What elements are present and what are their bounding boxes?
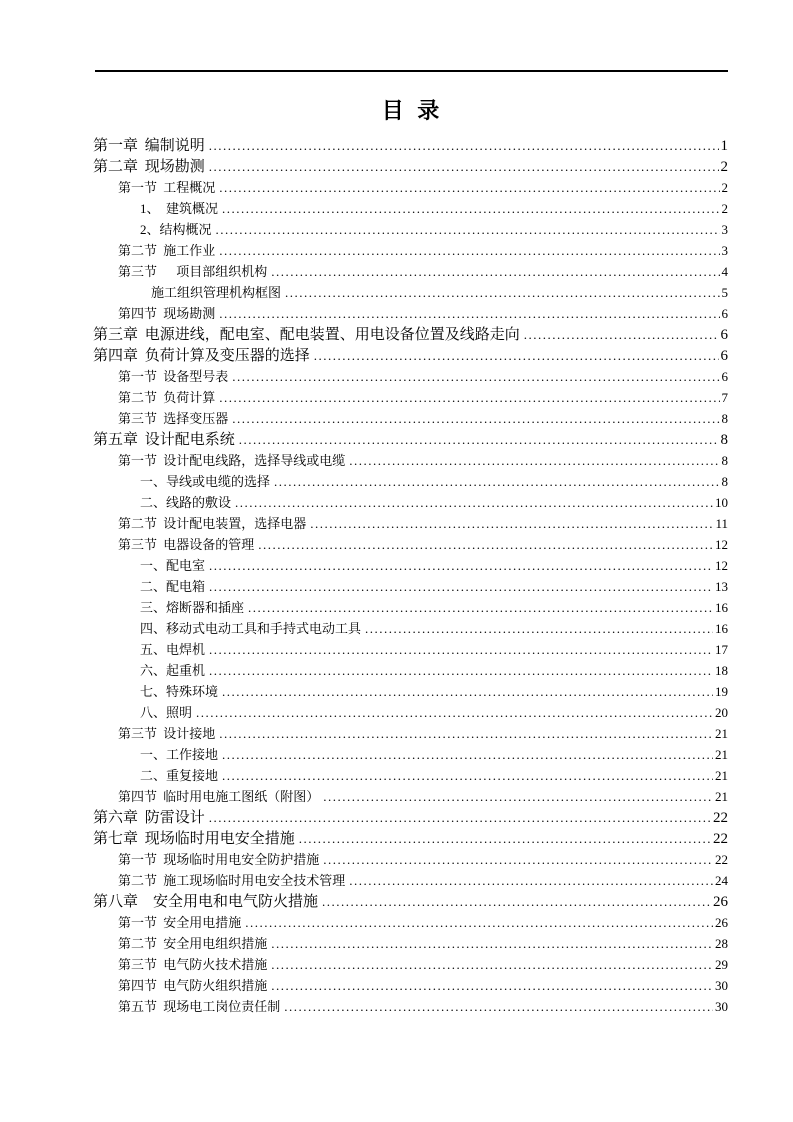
- toc-entry-title: 第一节 设备型号表: [118, 369, 229, 384]
- toc-entry-title: 第六章 防雷设计: [93, 810, 205, 826]
- toc-entry[interactable]: [93, 219, 728, 240]
- toc-entry[interactable]: [93, 240, 728, 261]
- toc-entry[interactable]: [93, 933, 728, 954]
- dot-leader: [271, 975, 713, 996]
- dot-leader: [349, 450, 719, 471]
- dot-leader: [209, 555, 713, 576]
- dot-leader: [219, 240, 719, 261]
- dot-leader: [196, 702, 713, 723]
- toc-entry-title: 施工组织管理机构框图: [151, 285, 282, 300]
- toc-entry-title: 五、电焊机: [140, 642, 206, 657]
- toc-entry[interactable]: [93, 261, 728, 282]
- toc-page-number: 21: [715, 768, 728, 783]
- toc-entry-title: 一、工作接地: [140, 747, 219, 762]
- dot-leader: [245, 912, 713, 933]
- toc-entry[interactable]: [93, 198, 728, 219]
- toc-entry[interactable]: [93, 324, 728, 345]
- toc-entry[interactable]: [93, 492, 728, 513]
- toc-entry[interactable]: [93, 534, 728, 555]
- toc-page-number: 22: [715, 852, 728, 867]
- toc-entry[interactable]: [93, 303, 728, 324]
- toc-entry[interactable]: [93, 387, 728, 408]
- toc-entry[interactable]: [93, 786, 728, 807]
- dot-leader: [524, 324, 719, 346]
- toc-entry-title: 二、重复接地: [140, 768, 219, 783]
- header-rule: [95, 70, 728, 72]
- dot-leader: [232, 408, 719, 429]
- dot-leader: [248, 597, 713, 618]
- dot-leader: [219, 723, 713, 744]
- toc-entry[interactable]: [93, 177, 728, 198]
- dot-leader: [271, 261, 719, 282]
- dot-leader: [310, 513, 713, 534]
- toc-entry-title: 第五章 设计配电系统: [93, 432, 235, 448]
- toc-entry-title: 第二章 现场勘测: [93, 159, 205, 175]
- toc-list: [93, 135, 728, 1017]
- toc-entry[interactable]: [93, 639, 728, 660]
- toc-page-number: 29: [715, 957, 728, 972]
- toc-page-number: 30: [715, 978, 728, 993]
- toc-entry-title: 三、熔断器和插座: [140, 600, 245, 615]
- toc-entry[interactable]: [93, 513, 728, 534]
- toc-page-number: 6: [720, 327, 728, 343]
- toc-entry-title: 一、配电室: [140, 558, 206, 573]
- toc-entry[interactable]: [93, 366, 728, 387]
- toc-page-number: 17: [715, 642, 728, 657]
- dot-leader: [222, 681, 713, 702]
- dot-leader: [222, 765, 713, 786]
- dot-leader: [314, 345, 719, 367]
- toc-entry-title: 第二节 施工作业: [118, 243, 216, 258]
- toc-entry[interactable]: [93, 282, 728, 303]
- toc-entry-title: 第二节 安全用电组织措施: [118, 936, 268, 951]
- dot-leader: [219, 177, 719, 198]
- toc-entry-title: 第三章 电源进线，配电室、配电装置、用电设备位置及线路走向: [93, 327, 520, 343]
- toc-entry[interactable]: [93, 744, 728, 765]
- toc-entry-title: 第一节 安全用电措施: [118, 915, 242, 930]
- dot-leader: [232, 366, 719, 387]
- toc-page-number: 19: [715, 684, 728, 699]
- dot-leader: [349, 870, 713, 891]
- dot-leader: [209, 639, 713, 660]
- toc-page-number: 26: [715, 915, 728, 930]
- dot-leader: [222, 744, 713, 765]
- toc-entry[interactable]: [93, 765, 728, 786]
- toc-entry-title: 第一章 编制说明: [93, 138, 205, 154]
- toc-entry-title: 第四节 临时用电施工图纸（附图）: [118, 789, 320, 804]
- toc-entry-title: 第七章 现场临时用电安全措施: [93, 831, 295, 847]
- toc-entry[interactable]: [93, 408, 728, 429]
- toc-entry-title: 第四章 负荷计算及变压器的选择: [93, 348, 310, 364]
- dot-leader: [209, 156, 719, 178]
- toc-page-number: 20: [715, 705, 728, 720]
- toc-entry-title: 第三节 选择变压器: [118, 411, 229, 426]
- toc-page-number: 22: [713, 810, 728, 826]
- toc-entry-title: 2、结构概况: [140, 222, 212, 237]
- toc-entry-title: 第八章 安全用电和电气防火措施: [93, 894, 319, 910]
- toc-entry-title: 第三节 电气防火技术措施: [118, 957, 268, 972]
- toc-page-number: 26: [713, 894, 728, 910]
- toc-entry-title: 第一节 现场临时用电安全防护措施: [118, 852, 320, 867]
- toc-page-number: 3: [721, 222, 728, 237]
- dot-leader: [299, 828, 711, 850]
- toc-page-number: 8: [721, 453, 728, 468]
- toc-entry[interactable]: [93, 555, 728, 576]
- toc-entry[interactable]: [93, 870, 728, 891]
- toc-entry-title: 第四节 电气防火组织措施: [118, 978, 268, 993]
- toc-page-number: 13: [715, 579, 728, 594]
- toc-entry[interactable]: [93, 576, 728, 597]
- toc-page-number: 21: [715, 726, 728, 741]
- toc-page-number: 6: [721, 369, 728, 384]
- toc-entry-title: 第二节 负荷计算: [118, 390, 216, 405]
- toc-page-number: 6: [720, 348, 728, 364]
- dot-leader: [323, 849, 713, 870]
- toc-entry[interactable]: [93, 597, 728, 618]
- toc-entry[interactable]: [93, 912, 728, 933]
- toc-entry[interactable]: [93, 681, 728, 702]
- toc-page-number: 8: [720, 432, 728, 448]
- toc-entry-title: 一、导线或电缆的选择: [140, 474, 271, 489]
- toc-entry-title: 第二节 设计配电装置，选择电器: [118, 516, 307, 531]
- toc-entry-title: 六、起重机: [140, 663, 206, 678]
- dot-leader: [219, 387, 719, 408]
- dot-leader: [365, 618, 713, 639]
- toc-entry-title: 第四节 现场勘测: [118, 306, 216, 321]
- toc-entry[interactable]: [93, 660, 728, 681]
- toc-entry[interactable]: [93, 723, 728, 744]
- toc-page-number: 2: [720, 159, 728, 175]
- toc-entry-title: 二、配电箱: [140, 579, 206, 594]
- dot-leader: [284, 996, 713, 1017]
- dot-leader: [274, 471, 719, 492]
- toc-entry[interactable]: [93, 891, 728, 912]
- dot-leader: [285, 282, 719, 303]
- dot-leader: [271, 954, 713, 975]
- toc-page-number: 6: [721, 306, 728, 321]
- toc-page-number: 8: [721, 411, 728, 426]
- toc-entry[interactable]: [93, 471, 728, 492]
- dot-leader: [258, 534, 713, 555]
- toc-entry[interactable]: [93, 450, 728, 471]
- toc-page-number: 22: [713, 831, 728, 847]
- toc-entry[interactable]: [93, 996, 728, 1017]
- toc-page-number: 12: [715, 558, 728, 573]
- toc-page-number: 12: [715, 537, 728, 552]
- toc-entry-title: 第三节 设计接地: [118, 726, 216, 741]
- toc-page-number: 11: [715, 516, 728, 531]
- toc-entry-title: 第三节 项目部组织机构: [118, 264, 268, 279]
- toc-page-number: 18: [715, 663, 728, 678]
- toc-entry-title: 第一节 设计配电线路，选择导线或电缆: [118, 453, 346, 468]
- dot-leader: [323, 786, 713, 807]
- toc-page-number: 2: [721, 201, 728, 216]
- toc-page-number: 28: [715, 936, 728, 951]
- toc-entry-title: 第五节 现场电工岗位责任制: [118, 999, 281, 1014]
- toc-entry[interactable]: [93, 975, 728, 996]
- toc-entry[interactable]: [93, 849, 728, 870]
- toc-page-number: 10: [715, 495, 728, 510]
- toc-page-number: 21: [715, 747, 728, 762]
- toc-entry[interactable]: [93, 618, 728, 639]
- dot-leader: [209, 807, 711, 829]
- dot-leader: [235, 492, 713, 513]
- dot-leader: [209, 576, 713, 597]
- toc-page-number: 7: [721, 390, 728, 405]
- toc-entry[interactable]: [93, 156, 728, 177]
- toc-page-number: 16: [715, 621, 728, 636]
- toc-page-number: 30: [715, 999, 728, 1014]
- dot-leader: [216, 219, 720, 240]
- dot-leader: [239, 429, 719, 451]
- toc-entry-title: 第三节 电器设备的管理: [118, 537, 255, 552]
- toc-entry[interactable]: [93, 345, 728, 366]
- toc-page-number: 5: [721, 285, 728, 300]
- dot-leader: [222, 198, 719, 219]
- toc-entry-title: 四、移动式电动工具和手持式电动工具: [140, 621, 362, 636]
- toc-page-number: 2: [721, 180, 728, 195]
- toc-page-number: 8: [721, 474, 728, 489]
- toc-page-number: 3: [721, 243, 728, 258]
- toc-entry[interactable]: [93, 828, 728, 849]
- toc-entry-title: 第一节 工程概况: [118, 180, 216, 195]
- toc-entry[interactable]: [93, 702, 728, 723]
- toc-page-number: 21: [715, 789, 728, 804]
- toc-entry[interactable]: [93, 954, 728, 975]
- toc-entry-title: 七、特殊环境: [140, 684, 219, 699]
- toc-page-number: 24: [715, 873, 728, 888]
- toc-entry-title: 二、线路的敷设: [140, 495, 232, 510]
- toc-title: 目 录: [381, 98, 440, 123]
- toc-entry[interactable]: [93, 135, 728, 156]
- dot-leader: [271, 933, 713, 954]
- dot-leader: [209, 135, 719, 157]
- toc-entry[interactable]: [93, 807, 728, 828]
- toc-entry-title: 八、照明: [140, 705, 193, 720]
- toc-page-number: 4: [721, 264, 728, 279]
- dot-leader: [219, 303, 719, 324]
- toc-page-number: 1: [720, 138, 728, 154]
- dot-leader: [322, 891, 711, 913]
- toc-entry-title: 第二节 施工现场临时用电安全技术管理: [118, 873, 346, 888]
- toc-entry[interactable]: [93, 429, 728, 450]
- toc-page-number: 16: [715, 600, 728, 615]
- dot-leader: [209, 660, 713, 681]
- toc-entry-title: 1、 建筑概况: [140, 201, 219, 216]
